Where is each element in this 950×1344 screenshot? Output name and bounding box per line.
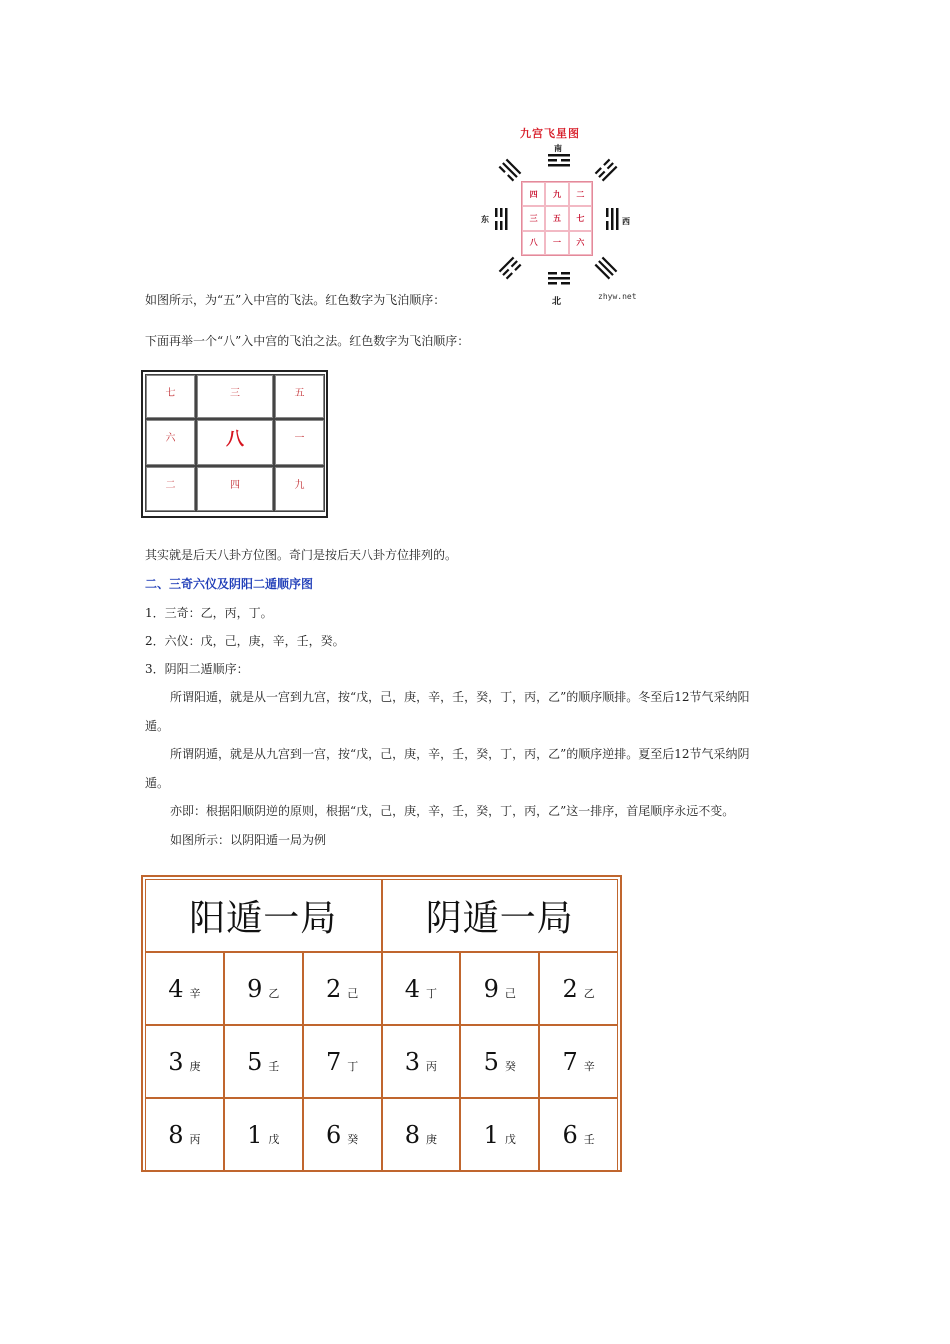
palace-number: 2 xyxy=(562,974,578,1003)
paragraph-intro-eight: 下面再举一个“八”入中宫的飞泊之法。红色数字为飞泊顺序： xyxy=(145,334,470,348)
palace-number: 3 xyxy=(168,1047,184,1076)
table-cell: 二 xyxy=(145,466,196,512)
list-item-dun-order: 3．阴阳二遁顺序： xyxy=(145,662,249,676)
flying-star-grid xyxy=(521,181,593,256)
heavenly-stem: 癸 xyxy=(504,1059,516,1073)
heavenly-stem: 丙 xyxy=(189,1132,201,1146)
grid-cell: 一 xyxy=(545,231,568,255)
table-cell: 四 xyxy=(196,466,274,512)
grid-cell: 四 xyxy=(522,182,545,206)
yin-yang-dun-table xyxy=(141,875,622,1172)
palace-number: 9 xyxy=(483,974,499,1003)
center-number: 八 xyxy=(226,429,244,450)
heavenly-stem: 己 xyxy=(504,986,516,1000)
table-cell xyxy=(539,952,618,1025)
grid-cell: 七 xyxy=(569,206,592,230)
grid-cell: 二 xyxy=(569,182,592,206)
trigram-north-icon xyxy=(548,272,570,285)
palace-number: 1 xyxy=(483,1120,499,1149)
table-cell xyxy=(145,1025,224,1098)
palace-number: 9 xyxy=(247,974,263,1003)
palace-number: 4 xyxy=(404,974,421,1003)
figure-title: 九宫飞星图 xyxy=(520,127,580,140)
trigram-east-icon xyxy=(495,208,508,230)
table-cell xyxy=(382,1098,461,1171)
grid-cell: 三 xyxy=(522,206,545,230)
trigram-west-icon xyxy=(606,208,619,230)
palace-number: 8 xyxy=(404,1120,421,1149)
table-cell: 五 xyxy=(274,374,325,419)
grid-cell: 九 xyxy=(545,182,568,206)
table-cell xyxy=(303,952,382,1025)
heavenly-stem: 丁 xyxy=(347,1059,359,1073)
paragraph-rule: 亦即：根据阳顺阴逆的原则，根据“戊，己，庚，辛，壬，癸，丁，丙，乙”这一排序，首尾顺序永远不变。 xyxy=(170,804,735,818)
table-cell xyxy=(224,1098,303,1171)
heavenly-stem: 辛 xyxy=(583,1059,595,1073)
trigram-southeast-icon xyxy=(499,159,522,182)
direction-north: 北 xyxy=(552,297,562,307)
palace-number: 3 xyxy=(404,1047,421,1076)
section-heading: 二、三奇六仪及阴阳二遁顺序图 xyxy=(145,577,314,591)
direction-south: 南 xyxy=(554,143,562,153)
heavenly-stem: 壬 xyxy=(268,1059,280,1073)
trigram-south-icon xyxy=(548,154,570,167)
heavenly-stem: 戊 xyxy=(504,1132,516,1146)
paragraph-yang-dun: 所谓阳遁，就是从一宫到九宫，按“戊，己，庚，辛，壬，癸，丁，丙，乙”的顺序顺排。冬至后12节气采纳阳 xyxy=(170,690,750,704)
heavenly-stem: 丁 xyxy=(426,986,438,1000)
palace-number: 7 xyxy=(325,1047,342,1076)
palace-number: 6 xyxy=(325,1120,342,1149)
eight-center-table xyxy=(141,370,328,518)
palace-number: 5 xyxy=(247,1047,263,1076)
paragraph-example: 如图所示：以阴阳遁一局为例 xyxy=(170,833,327,847)
heavenly-stem: 丙 xyxy=(426,1059,438,1073)
paragraph-yang-dun-cont: 遁。 xyxy=(145,719,170,733)
trigram-southwest-icon xyxy=(595,159,618,182)
palace-number: 5 xyxy=(483,1047,499,1076)
nine-palace-figure xyxy=(478,122,643,307)
palace-number: 2 xyxy=(325,974,342,1003)
direction-west: 西 xyxy=(622,216,630,226)
heavenly-stem: 辛 xyxy=(189,986,201,1000)
table-cell xyxy=(224,952,303,1025)
table-cell xyxy=(303,1025,382,1098)
table-cell xyxy=(382,952,461,1025)
palace-number: 6 xyxy=(562,1120,578,1149)
grid-cell: 八 xyxy=(522,231,545,255)
heavenly-stem: 戊 xyxy=(268,1132,280,1146)
table-cell: 一 xyxy=(274,419,325,466)
table-cell xyxy=(460,952,539,1025)
table-cell xyxy=(145,952,224,1025)
paragraph-figure-caption: 如图所示，为“五”入中宫的飞法。红色数字为飞泊顺序： xyxy=(145,293,446,307)
figure-watermark: zhyw.net xyxy=(598,292,637,301)
heavenly-stem: 癸 xyxy=(347,1132,359,1146)
paragraph-yin-dun-cont: 遁。 xyxy=(145,776,170,790)
table-cell xyxy=(539,1025,618,1098)
table-cell: 三 xyxy=(196,374,274,419)
heavenly-stem: 乙 xyxy=(583,986,595,1000)
paragraph-yin-dun: 所谓阴遁，就是从九宫到一宫，按“戊，己，庚，辛，壬，癸，丁，丙，乙”的顺序逆排。夏至后12节气采纳阴 xyxy=(170,747,750,761)
table-cell: 七 xyxy=(145,374,196,419)
header-yin-dun: 阴遁一局 xyxy=(382,879,619,952)
table-cell xyxy=(460,1098,539,1171)
table-cell-center xyxy=(196,419,274,466)
palace-number: 8 xyxy=(168,1120,184,1149)
table-cell: 六 xyxy=(145,419,196,466)
table-cell xyxy=(382,1025,461,1098)
heavenly-stem: 壬 xyxy=(583,1132,595,1146)
grid-cell: 五 xyxy=(545,206,568,230)
table-cell: 九 xyxy=(274,466,325,512)
palace-number: 1 xyxy=(247,1120,263,1149)
trigram-northwest-icon xyxy=(595,257,618,280)
heavenly-stem: 庚 xyxy=(426,1132,438,1146)
header-yang-dun: 阳遁一局 xyxy=(145,879,382,952)
heavenly-stem: 乙 xyxy=(268,986,280,1000)
grid-cell: 六 xyxy=(569,231,592,255)
heavenly-stem: 庚 xyxy=(189,1059,201,1073)
palace-number: 7 xyxy=(562,1047,578,1076)
heavenly-stem: 己 xyxy=(347,986,359,1000)
palace-number: 4 xyxy=(168,974,184,1003)
table-cell xyxy=(145,1098,224,1171)
trigram-northeast-icon xyxy=(499,257,522,280)
list-item-sanqi: 1．三奇：乙，丙，丁。 xyxy=(145,606,273,620)
table-cell xyxy=(224,1025,303,1098)
table-cell xyxy=(303,1098,382,1171)
paragraph-bagua-note: 其实就是后天八卦方位图。奇门是按后天八卦方位排列的。 xyxy=(145,548,458,562)
direction-east: 东 xyxy=(481,214,489,224)
list-item-liuyi: 2．六仪：戊，己，庚，辛，壬，癸。 xyxy=(145,634,345,648)
table-cell xyxy=(539,1098,618,1171)
table-cell xyxy=(460,1025,539,1098)
